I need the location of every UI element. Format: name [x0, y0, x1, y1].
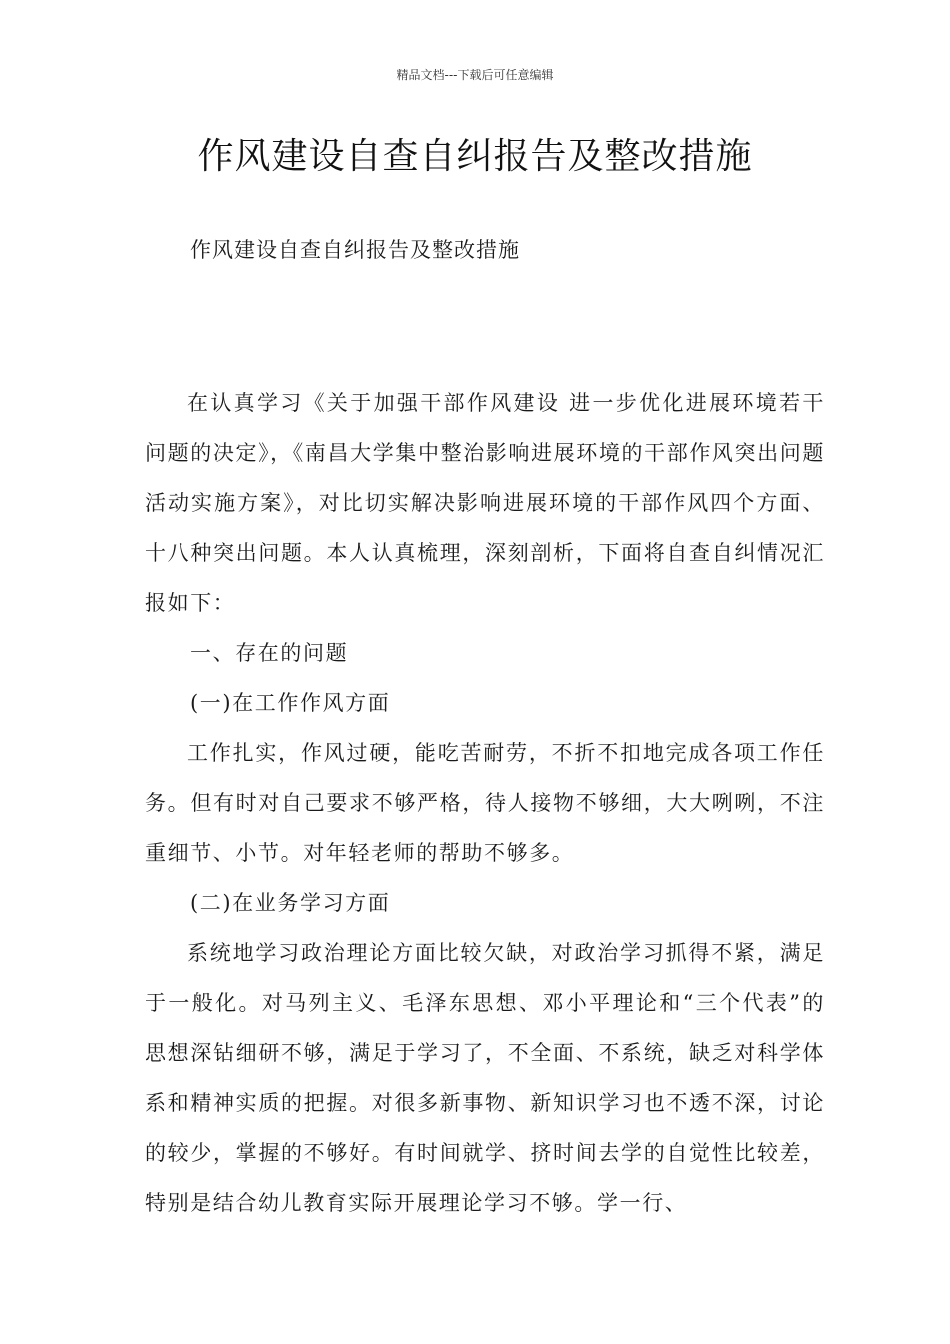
document-title: 作风建设自查自纠报告及整改措施: [197, 136, 753, 177]
paragraph-work-style: 工作扎实，作风过硬，能吃苦耐劳，不折不扣地完成各项工作任务。但有时对自己要求不够严格，待人接物不够细，大大咧咧，不注重细节、小节。对年轻老师的帮助不够多。: [145, 741, 825, 865]
document-subtitle: 作风建设自查自纠报告及整改措施: [190, 238, 520, 262]
section-heading-problems: 一、存在的问题: [190, 641, 349, 665]
header-note: 精品文档---下载后可任意编辑: [396, 68, 554, 82]
subsection-heading-work-style: (一)在工作作风方面: [190, 691, 391, 715]
paragraph-intro: 在认真学习《关于加强干部作风建设 进一步优化进展环境若干问题的决定》，《南昌大学集中整治影响进展环境的干部作风突出问题活动实施方案》，对比切实解决影响进展环境的干部作风四个方面、十八种突出问题。本人认真梳理，深刻剖析，下面将自查自纠情况汇报如下：: [145, 391, 825, 615]
subsection-heading-study: (二)在业务学习方面: [190, 891, 391, 915]
document-body: [145, 378, 825, 1228]
paragraph-study: 系统地学习政治理论方面比较欠缺，对政治学习抓得不紧，满足于一般化。对马列主义、毛泽东思想、邓小平理论和“三个代表”的思想深钻细研不够，满足于学习了，不全面、不系统，缺乏对科学体系和精神实质的把握。对很多新事物、新知识学习也不透不深，讨论的较少，掌握的不够好。有时间就学、挤时间去学的自觉性比较差，特别是结合幼儿教育实际开展理论学习不够。学一行、: [145, 941, 825, 1215]
